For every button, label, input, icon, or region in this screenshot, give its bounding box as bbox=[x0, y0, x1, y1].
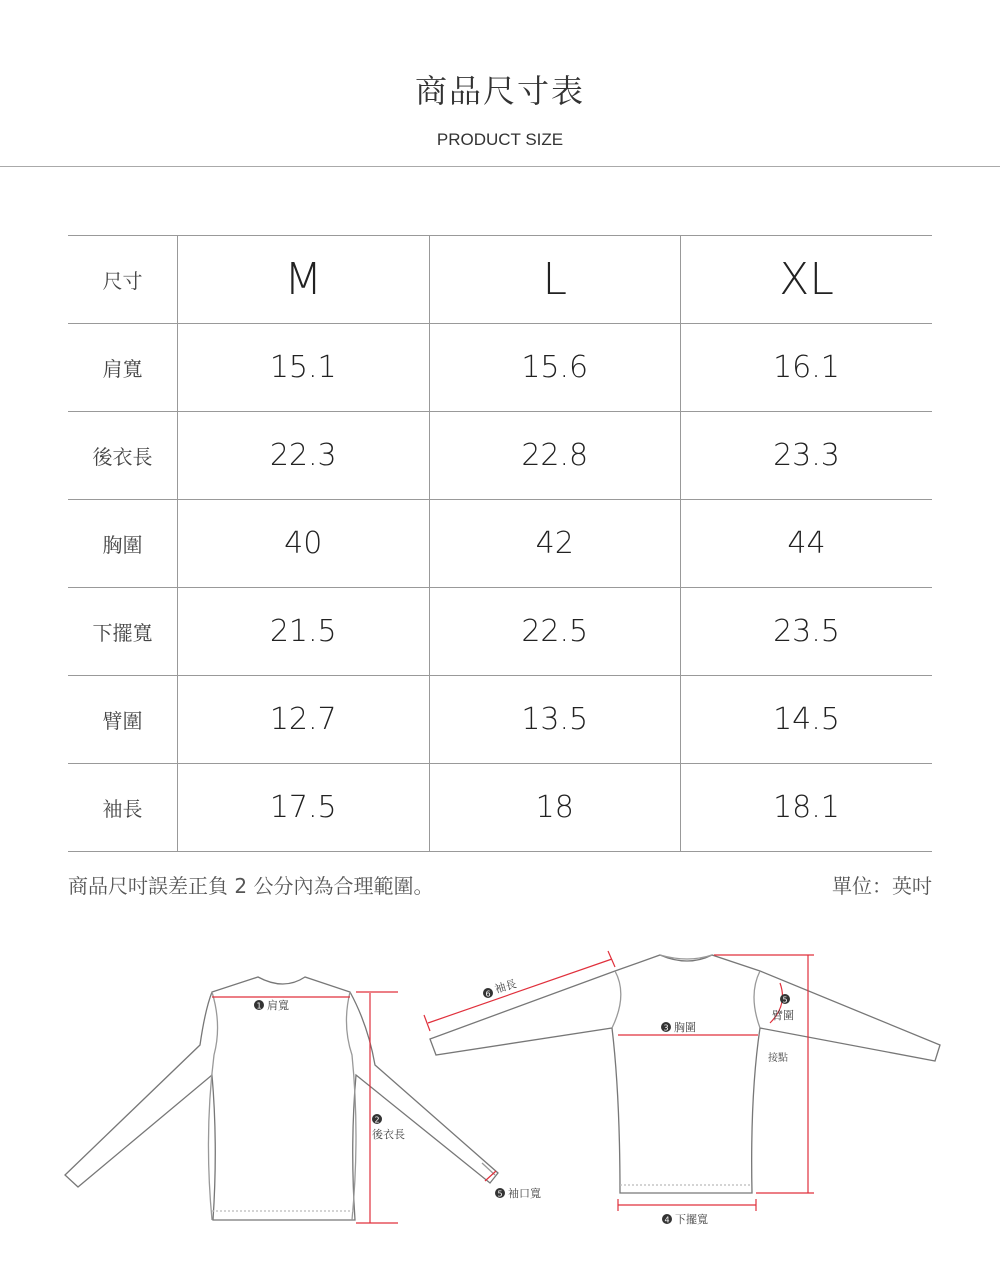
shirt-back-outline bbox=[65, 977, 498, 1220]
row-label: 肩寬 bbox=[68, 324, 178, 412]
measurement-lines bbox=[212, 951, 814, 1223]
label-arm: 臂圍 bbox=[772, 1009, 794, 1022]
table-row bbox=[68, 676, 932, 764]
cell-value: 18 bbox=[429, 764, 681, 852]
cell-value: 42 bbox=[429, 500, 681, 588]
unit-label: 單位：英吋 bbox=[832, 874, 932, 898]
row-label: 袖長 bbox=[68, 764, 178, 852]
badge-chest-number: 3 bbox=[663, 1023, 669, 1033]
cell-value: 22.3 bbox=[178, 412, 430, 500]
cell-value: 18.1 bbox=[681, 764, 933, 852]
size-xl: XL bbox=[681, 236, 933, 324]
table-row bbox=[68, 412, 932, 500]
cell-value: 15.6 bbox=[429, 324, 681, 412]
label-chest: 胸圍 bbox=[674, 1021, 696, 1034]
size-m: M bbox=[178, 236, 430, 324]
label-seam-point: 接點 bbox=[768, 1053, 788, 1064]
cell-value: 17.5 bbox=[178, 764, 430, 852]
cell-value: 23.3 bbox=[681, 412, 933, 500]
row-label: 臂圍 bbox=[68, 676, 178, 764]
label-cuff: 袖口寬 bbox=[508, 1187, 541, 1200]
cell-value: 13.5 bbox=[429, 676, 681, 764]
cell-value: 23.5 bbox=[681, 588, 933, 676]
table-row bbox=[68, 500, 932, 588]
badge-arm-number: 5 bbox=[782, 995, 788, 1005]
table-header-row bbox=[68, 236, 932, 324]
size-table bbox=[68, 235, 932, 852]
cell-value: 22.8 bbox=[429, 412, 681, 500]
cell-value: 21.5 bbox=[178, 588, 430, 676]
badge-hem-number: 4 bbox=[664, 1215, 670, 1225]
label-hem: 下擺寬 bbox=[675, 1213, 708, 1226]
badge-shoulder-number: 1 bbox=[256, 1001, 262, 1011]
table-row bbox=[68, 588, 932, 676]
cell-value: 40 bbox=[178, 500, 430, 588]
cell-value: 15.1 bbox=[178, 324, 430, 412]
page-title: 商品尺寸表 bbox=[414, 72, 585, 110]
label-back-length: 後衣長 bbox=[372, 1128, 405, 1141]
table-row bbox=[68, 324, 932, 412]
row-label: 胸圍 bbox=[68, 500, 178, 588]
measurement-diagram bbox=[0, 935, 1000, 1235]
badge-sleeve-number: 6 bbox=[485, 989, 491, 999]
label-shoulder: 肩寬 bbox=[267, 999, 289, 1012]
header-label: 尺寸 bbox=[68, 236, 178, 324]
label-sleeve: 袖長 bbox=[493, 977, 518, 996]
diagram-labels bbox=[254, 976, 794, 1226]
header-divider bbox=[0, 166, 1000, 167]
row-label: 後衣長 bbox=[68, 412, 178, 500]
cell-value: 22.5 bbox=[429, 588, 681, 676]
table-row bbox=[68, 764, 932, 852]
page-subtitle: PRODUCT SIZE bbox=[436, 130, 564, 149]
badge-cuff-number: 5 bbox=[497, 1189, 503, 1199]
tolerance-note: 商品尺吋誤差正負 2 公分內為合理範圍。 bbox=[68, 874, 434, 898]
badge-back-length-number: 2 bbox=[374, 1115, 380, 1125]
cell-value: 16.1 bbox=[681, 324, 933, 412]
size-l: L bbox=[429, 236, 681, 324]
cell-value: 44 bbox=[681, 500, 933, 588]
cell-value: 14.5 bbox=[681, 676, 933, 764]
row-label: 下擺寬 bbox=[68, 588, 178, 676]
cell-value: 12.7 bbox=[178, 676, 430, 764]
